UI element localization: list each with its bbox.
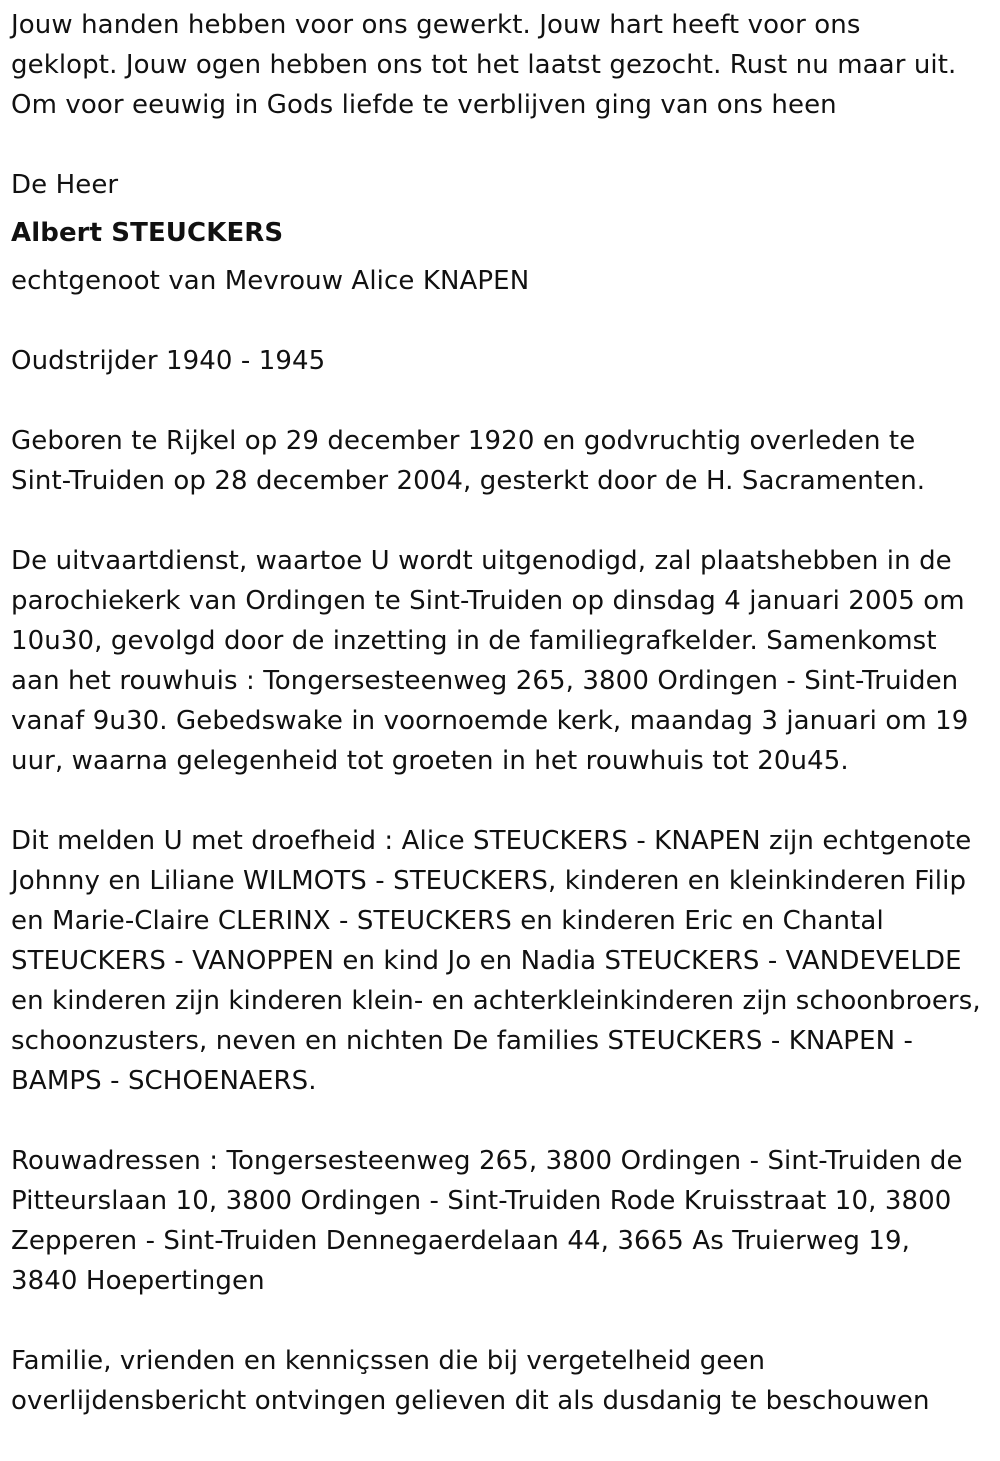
- service-line: vanaf 9u30. Gebedswake in voornoemde kerk, maandag 3 januari om 19: [11, 706, 969, 736]
- address-line: Zepperen - Sint-Truiden Dennegaerdelaan 44, 3665 As Truierweg 19,: [11, 1226, 911, 1256]
- service-line: 10u30, gevolgd door de inzetting in de familiegrafkelder. Samenkomst: [11, 626, 937, 656]
- service-line: De uitvaartdienst, waartoe U wordt uitgenodigd, zal plaatshebben in de: [11, 546, 952, 576]
- family-line: en Marie-Claire CLERINX - STEUCKERS en kinderen Eric en Chantal: [11, 906, 884, 936]
- address-line: 3840 Hoepertingen: [11, 1266, 265, 1296]
- family-line: Johnny en Liliane WILMOTS - STEUCKERS, kinderen en kleinkinderen Filip: [11, 866, 967, 896]
- obituary-document: [11, 5, 996, 1461]
- deceased-block: [11, 165, 996, 301]
- veteran-paragraph: [11, 341, 996, 381]
- service-paragraph: [11, 541, 996, 781]
- intro-line: geklopt. Jouw ogen hebben ons tot het laatst gezocht. Rust nu maar uit.: [11, 50, 957, 80]
- veteran-line: Oudstrijder 1940 - 1945: [11, 346, 326, 376]
- birth-death-line: Geboren te Rijkel op 29 december 1920 en godvruchtig overleden te: [11, 426, 916, 456]
- family-line: schoonzusters, neven en nichten De families STEUCKERS - KNAPEN -: [11, 1026, 914, 1056]
- intro-line: Jouw handen hebben voor ons gewerkt. Jouw hart heeft voor ons: [11, 10, 861, 40]
- birth-death-line: Sint-Truiden op 28 december 2004, gesterkt door de H. Sacramenten.: [11, 466, 926, 496]
- address-line: Rouwadressen : Tongersesteenweg 265, 3800 Ordingen - Sint-Truiden de: [11, 1146, 963, 1176]
- addresses-paragraph: [11, 1141, 996, 1301]
- service-line: uur, waarna gelegenheid tot groeten in het rouwhuis tot 20u45.: [11, 746, 849, 776]
- service-line: aan het rouwhuis : Tongersesteenweg 265, 3800 Ordingen - Sint-Truiden: [11, 666, 959, 696]
- family-line: STEUCKERS - VANOPPEN en kind Jo en Nadia STEUCKERS - VANDEVELDE: [11, 946, 962, 976]
- family-line: BAMPS - SCHOENAERS.: [11, 1066, 317, 1096]
- family-line: en kinderen zijn kinderen klein- en achterkleinkinderen zijn schoonbroers,: [11, 986, 981, 1016]
- intro-paragraph: [11, 5, 996, 125]
- birth-death-paragraph: [11, 421, 996, 501]
- salutation: De Heer: [11, 170, 119, 200]
- address-line: Pitteurslaan 10, 3800 Ordingen - Sint-Truiden Rode Kruisstraat 10, 3800: [11, 1186, 952, 1216]
- closing-line: Familie, vrienden en kenniçssen die bij vergetelheid geen: [11, 1346, 766, 1376]
- family-line: Dit melden U met droefheid : Alice STEUCKERS - KNAPEN zijn echtgenote: [11, 826, 972, 856]
- family-paragraph: [11, 821, 996, 1101]
- closing-line: overlijdensbericht ontvingen gelieven dit als dusdanig te beschouwen: [11, 1386, 930, 1416]
- intro-line: Om voor eeuwig in Gods liefde te verblijven ging van ons heen: [11, 90, 837, 120]
- closing-paragraph: [11, 1341, 996, 1421]
- service-line: parochiekerk van Ordingen te Sint-Truiden op dinsdag 4 januari 2005 om: [11, 586, 965, 616]
- deceased-name: Albert STEUCKERS: [11, 218, 284, 248]
- spouse-line: echtgenoot van Mevrouw Alice KNAPEN: [11, 266, 530, 296]
